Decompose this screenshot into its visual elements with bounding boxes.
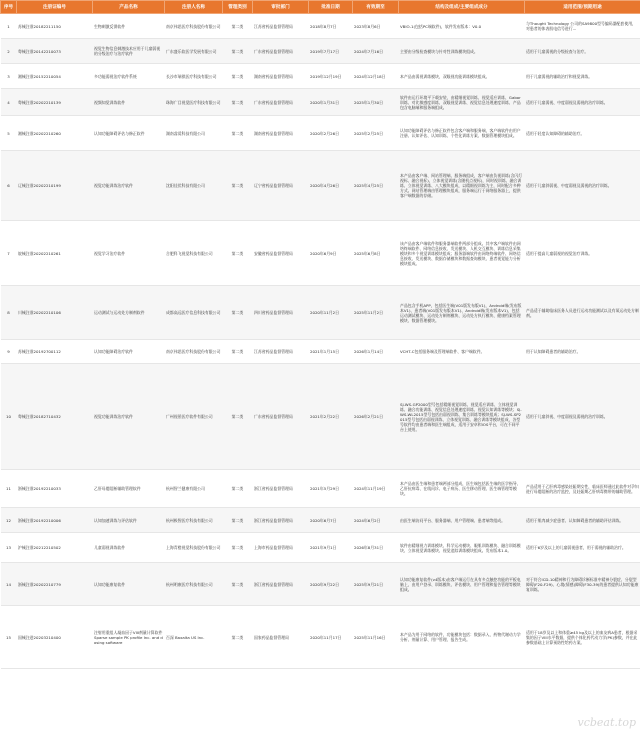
cell-approval-date: 2018年8月7日: [309, 14, 353, 39]
cell-composition: 软件由精细视力训练模块、科学运动模块、眼肌训练模块、融合训练模块、立体视觉训练模块、视觉追踪训练模块组成。发布版本1.0。: [399, 533, 525, 563]
header-registrant: 注册人名称: [165, 1, 223, 14]
cell-composition: 认知功能康复软件(v4版本)由客户端运行在具有多点触控功能的平板电脑上，由用户登录、训练模块、评估模块、用户管理和报告管理等模块组成。: [399, 563, 525, 606]
cell-registrant: 杭州极智医疗科技有限公司: [165, 508, 223, 533]
cell-reg-number: 粤械注准20202210139: [17, 89, 93, 116]
cell-valid-until: 2026年1月14日: [353, 340, 399, 364]
cell-approval-date: 2020年11月17日: [309, 606, 353, 669]
cell-authority: 广东省药品监督管理局: [253, 89, 309, 116]
cell-registrant: 长沙市瑞祺医疗科技有限公司: [165, 64, 223, 89]
cell-class: 第二类: [223, 151, 253, 221]
cell-class: 第二类: [223, 39, 253, 64]
cell-index: 1: [1, 14, 17, 39]
header-intended-use: 适用范围/预期用途: [525, 1, 640, 14]
cell-product-name: 视觉生物信息刺激技术应用于儿童弱视的分级治疗与治疗软件: [93, 39, 165, 64]
cell-intended-use: 适用于儿童弱视的分级检查与治疗。: [525, 39, 640, 64]
header-index: 序号: [1, 1, 17, 14]
cell-intended-use: 适用于儿童斜视、中度弱视及弱视的治疗训练。: [525, 364, 640, 470]
cell-composition: VBIO-1(包括PC端软件)，软件发布版本：V0.0: [399, 14, 525, 39]
cell-authority: 浙江省药品监督管理局: [253, 563, 309, 606]
cell-index: 6: [1, 151, 17, 221]
cell-intended-use: 适用于儿童斜弱视、中度弱视及弱视的治疗训练。: [525, 151, 640, 221]
cell-reg-number: 浙械注准20202210779: [17, 563, 93, 606]
cell-product-name: 生物刺激反馈软件: [93, 14, 165, 39]
cell-reg-number: 粤械注准20182710432: [17, 364, 93, 470]
cell-index: 15: [1, 606, 17, 669]
table-row: [1, 563, 640, 606]
cell-index: 5: [1, 116, 17, 151]
cell-approval-date: 2020年1月31日: [309, 89, 353, 116]
cell-registrant: 上海青橙视觉科技股份有限公司: [165, 533, 223, 563]
cell-valid-until: 2025年4月25日: [353, 151, 399, 221]
cell-reg-number: 苏械注准20182211150: [17, 14, 93, 39]
cell-class: 第二类: [223, 508, 253, 533]
cell-authority: 广东省药品监督管理局: [253, 39, 309, 64]
cell-registrant: 沈阳佳伏科技有限公司: [165, 151, 223, 221]
cell-valid-until: 2025年1月30日: [353, 89, 399, 116]
cell-product-name: 视觉功能训练治疗软件: [93, 151, 165, 221]
cell-composition: 本产品由客户端、网站管理端、服务端组成，客户端由负视训练(含闪灯视标、融合视标)，立体视觉训练(含随机点视标)，同时视训练、融合训练、立体视觉训练、八大模块组成，以精细视训练为主，同时配合多种方式。网站管理端由管理模块组成，服务端运行于网络服务器上，提供客户端数据的存储。: [399, 151, 525, 221]
header-composition: 结构及组成/主要组成成分: [399, 1, 525, 14]
table-row: [1, 221, 640, 286]
table-row: [1, 364, 640, 470]
cell-index: 14: [1, 563, 17, 606]
cell-valid-until: 2026年8月31日: [353, 533, 399, 563]
table-header-row: [1, 1, 640, 14]
cell-index: 12: [1, 508, 17, 533]
cell-composition: 由医生端访问平台、服务器端、用户管理端、患者端等组成。: [399, 508, 525, 533]
cell-intended-use: 适用于肌肉减少症患者、认知障碍患者的辅助评估训练。: [525, 508, 640, 533]
cell-authority: 上海市药品监督管理局: [253, 533, 309, 563]
cell-product-name: 认知功能障碍评估与修正软件: [93, 116, 165, 151]
cell-intended-use: 产品适用于乙肝病毒感染妊娠期女性，临床医师通过此软件对孕妇进行母婴阻断的治疗监控，及妊娠期乙肝病毒携带的辅助管理。: [525, 470, 640, 508]
cell-composition: 产品包含手机APP，包括医生端(V01版发布版V1)，Android端(发布版本V1)、患者端(V01版发布版本V1)、Android端(发布版本V1)，包括运动测试模块、运动处方制剂模块、运动处方执行模块、健康档案管理模块、数据管理模块。: [399, 286, 525, 340]
cell-intended-use: 适用于18岁及以上和体重≥45 kg及以上的血友病A患者，根据采集的因子VIII水平数据，提供个体化药代动力学(PK)参数，并在此参数基础上计算预防性给药方案。: [525, 606, 640, 669]
cell-registrant: 南京伟思医疗科技股份有限公司: [165, 340, 223, 364]
cell-approval-date: 2020年4月26日: [309, 151, 353, 221]
header-reg-number: 注册证编号: [17, 1, 93, 14]
cell-authority: 浙江省药品监督管理局: [253, 470, 309, 508]
cell-index: 3: [1, 64, 17, 89]
cell-composition: 软件由运行环境平下载安装，由精细视觉训练、视觉适应训练、Gabor训练、对比敏感度训练、双眼视觉训练、视觉信息处理速度训练、产品包含电脑端和服务端组成。: [399, 89, 525, 116]
cell-authority: 辽宁省药品监督管理局: [253, 151, 309, 221]
cell-registrant: 杭州智兰健康有限公司: [165, 470, 223, 508]
cell-index: 8: [1, 286, 17, 340]
cell-class: 第二类: [223, 470, 253, 508]
cell-class: 第二类: [223, 64, 253, 89]
cell-product-name: 视觉学习治疗软件: [93, 221, 165, 286]
cell-registrant: 合肥科飞视觉科技有限公司: [165, 221, 223, 286]
cell-authority: 四川省药品监督管理局: [253, 286, 309, 340]
cell-product-name: 认知加速训练与评估软件: [93, 508, 165, 533]
header-approval-date: 批准日期: [309, 1, 353, 14]
table-row: [1, 286, 640, 340]
header-class: 管理类别: [223, 1, 253, 14]
cell-composition: 认知功能障碍评估与修正软件包含客户端和服务端，客户端软件由用户注册、认知评估、认知训练、个性化训练方案、数据管理模块组成。: [399, 116, 525, 151]
cell-registrant: 杭州明康医疗科技有限公司: [165, 563, 223, 606]
cell-composition: SJ-WS-GP2000型号包括精细视觉训练、视觉适应训练、立体视觉训练、融合功能训练、视觉信息处理速度训练、视觉认知训练等模块；SJ-WS-WL2015型号包括由弱视训练、集合训练等模块组成；SJ-WS-SP2015型号包括由弱视训练、立体视觉训练、融合训练等模块组成，各型号软件均由患者端和医生端组成，适用于安卓和iOS平台，可在不同平台上使用。: [399, 364, 525, 470]
cell-intended-use: 对于符合ICD-10精神和行为障碍诊断标准中精神分裂症、分裂型障碍(F20-F29)、心境(情感)障碍(F30-39)的患者提供认知功能康复训练。: [525, 563, 640, 606]
cell-approval-date: 2019年7月17日: [309, 39, 353, 64]
cell-class: 第二类: [223, 286, 253, 340]
table-row: [1, 39, 640, 64]
cell-reg-number: 辽械注准20202210199: [17, 151, 93, 221]
cell-class: 第二类: [223, 116, 253, 151]
cell-product-name: 注射用重组人凝血因子VIII剂量计算软件 Sparse sample PK profile Inc. and dosing software: [93, 606, 165, 669]
cell-valid-until: 2025年11月2日: [353, 286, 399, 340]
cell-index: 9: [1, 340, 17, 364]
cell-authority: 湖南省药品监督管理局: [253, 116, 309, 151]
cell-authority: 安徽省药品监督管理局: [253, 221, 309, 286]
table-row: [1, 606, 640, 669]
cell-registrant: 广州视景医疗软件有限公司: [165, 364, 223, 470]
cell-reg-number: 川械注准20202210106: [17, 286, 93, 340]
cell-intended-use: 适用于轻度认知障碍的辅助治疗。: [525, 116, 640, 151]
cell-reg-number: 湘械注准20202210260: [17, 116, 93, 151]
cell-composition: 本产品为用于网络的软件，功能模块包括：数据录入、药物代谢动力学分析、剂量计算、用户管理、报告生成。: [399, 606, 525, 669]
cell-class: 第二类: [223, 606, 253, 669]
cell-approval-date: 2020年6月7日: [309, 508, 353, 533]
table-row: [1, 508, 640, 533]
cell-product-name: 儿童弱视训练软件: [93, 533, 165, 563]
cell-index: 13: [1, 533, 17, 563]
cell-class: 第二类: [223, 340, 253, 364]
cell-valid-until: 2024年12月18日: [353, 64, 399, 89]
cell-registrant: 成都高远医疗信息科技有限公司: [165, 286, 223, 340]
cell-valid-until: 2024年7月16日: [353, 39, 399, 64]
table-row: [1, 64, 640, 89]
cell-intended-use: 产品适于辅助临床医务人员进行运动功能测试以及有氧运动处方制剂。: [525, 286, 640, 340]
cell-class: 第二类: [223, 364, 253, 470]
cell-approval-date: 2020年2月26日: [309, 116, 353, 151]
cell-class: 第二类: [223, 89, 253, 116]
cell-approval-date: 2021年5月29日: [309, 470, 353, 508]
cell-reg-number: 浙械注准20192210006: [17, 508, 93, 533]
cell-approval-date: 2020年9月22日: [309, 563, 353, 606]
cell-composition: 本产品由医生端和患者端两部分组成，医生端包括医生端的医学指导、乙肝抗病毒、在线问诊、电子病历、医生移动管理、医生端管理等模块。: [399, 470, 525, 508]
cell-intended-use: 适用于6岁及以上的儿童弱视患者，用于弱视的辅助治疗。: [525, 533, 640, 563]
cell-composition: VCHT-C包括服务端及管理端软件、客户端软件。: [399, 340, 525, 364]
cell-product-name: 运动测试与运动处方制剂软件: [93, 286, 165, 340]
cell-valid-until: 2024年11月19日: [353, 470, 399, 508]
cell-product-name: 认知功能康复软件: [93, 563, 165, 606]
cell-valid-until: 2025年9月21日: [353, 563, 399, 606]
cell-intended-use: 用于认知障碍患者的辅助治疗。: [525, 340, 640, 364]
table-row: [1, 116, 640, 151]
cell-index: 10: [1, 364, 17, 470]
cell-composition: 该产品由客户端软件和服务器端软件两部分组成。其中客户端软件由网络终端软件、网络信息接收、发送模块、人机交互模块、训练信息采集模块和多个视觉训练模块组成；服务器端软件由网络终端软件、网络信息接收、发送模块、数据存储模块和数据查询模块、患者视觉能力分析模块组成。: [399, 221, 525, 286]
header-authority: 审批部门: [253, 1, 309, 14]
cell-reg-number: 皖械注准20202210261: [17, 221, 93, 286]
cell-approval-date: 2021年1月15日: [309, 340, 353, 364]
cell-authority: 江苏省药品监督管理局: [253, 340, 309, 364]
cell-registrant: 百深 Baxalta US Inc.: [165, 606, 223, 669]
cell-registrant: 湖南睿爱科技有限公司: [165, 116, 223, 151]
table-row: [1, 340, 640, 364]
cell-approval-date: 2019年12月19日: [309, 64, 353, 89]
cell-reg-number: 国械注进20203210400: [17, 606, 93, 669]
cell-product-name: 乙肝母婴阻断辅助管理软件: [93, 470, 165, 508]
cell-class: 第二类: [223, 221, 253, 286]
table-row: [1, 89, 640, 116]
header-valid-until: 有效期至: [353, 1, 399, 14]
cell-intended-use: 适用于儿童弱视、中度弱视及弱视的治疗训练。: [525, 89, 640, 116]
cell-index: 7: [1, 221, 17, 286]
cell-authority: 广东省药品监督管理局: [253, 364, 309, 470]
cell-registrant: 南京伟思医疗科技股份有限公司: [165, 14, 223, 39]
cell-composition: 本产品由弱视训练模块，双眼视功能训练模块组成。: [399, 64, 525, 89]
cell-reg-number: 苏械注准20192700112: [17, 340, 93, 364]
cell-valid-until: 2025年2月25日: [353, 116, 399, 151]
cell-valid-until: 2026年2月21日: [353, 364, 399, 470]
watermark: vcbeat.top: [577, 716, 636, 729]
table-row: [1, 533, 640, 563]
cell-valid-until: 2025年6月8日: [353, 221, 399, 286]
cell-reg-number: 粤械注准20142210073: [17, 39, 93, 64]
cell-class: 第二类: [223, 563, 253, 606]
cell-authority: 江苏省药品监督管理局: [253, 14, 309, 39]
cell-valid-until: 2023年8月6日: [353, 14, 399, 39]
cell-reg-number: 浙械注准20192210033: [17, 470, 93, 508]
table-row: [1, 470, 640, 508]
cell-authority: 浙江省药品监督管理局: [253, 508, 309, 533]
cell-product-name: 多功能弱视治疗软件系统: [93, 64, 165, 89]
cell-authority: 湖南省药品监督管理局: [253, 64, 309, 89]
cell-intended-use: 适用于提高儿童弱视的视觉治疗训练。: [525, 221, 640, 286]
cell-valid-until: 2025年11月16日: [353, 606, 399, 669]
table-row: [1, 151, 640, 221]
cell-product-name: 视觉功能训练治疗软件: [93, 364, 165, 470]
cell-intended-use: 与Thought Technology 公司的SA9800型号编码器配套使用，对患者的体表肌电信号进行...: [525, 14, 640, 39]
cell-registrant: 广东盛乐软医学发展有限公司: [165, 39, 223, 64]
cell-index: 11: [1, 470, 17, 508]
cell-approval-date: 2021年2月22日: [309, 364, 353, 470]
cell-intended-use: 用于儿童弱视的辅助治疗和视觉训练。: [525, 64, 640, 89]
table-row: [1, 14, 640, 39]
cell-reg-number: 湘械注准20152210054: [17, 64, 93, 89]
cell-index: 2: [1, 39, 17, 64]
cell-authority: 国家药品监督管理局: [253, 606, 309, 669]
cell-composition: 主要由分级检查模块与针对性训练模块组成。: [399, 39, 525, 64]
header-product-name: 产品名称: [93, 1, 165, 14]
cell-class: 第二类: [223, 14, 253, 39]
cell-index: 4: [1, 89, 17, 116]
cell-registrant: 珠海广目视觉医疗科技有限公司: [165, 89, 223, 116]
cell-reg-number: 沪械注准20212210502: [17, 533, 93, 563]
cell-approval-date: 2020年6月9日: [309, 221, 353, 286]
cell-class: 第二类: [223, 533, 253, 563]
cell-product-name: 视频知觉训练软件: [93, 89, 165, 116]
cell-approval-date: 2021年9月1日: [309, 533, 353, 563]
cell-valid-until: 2024年6月2日: [353, 508, 399, 533]
cell-approval-date: 2020年11月2日: [309, 286, 353, 340]
cell-product-name: 认知功能障碍治疗软件: [93, 340, 165, 364]
